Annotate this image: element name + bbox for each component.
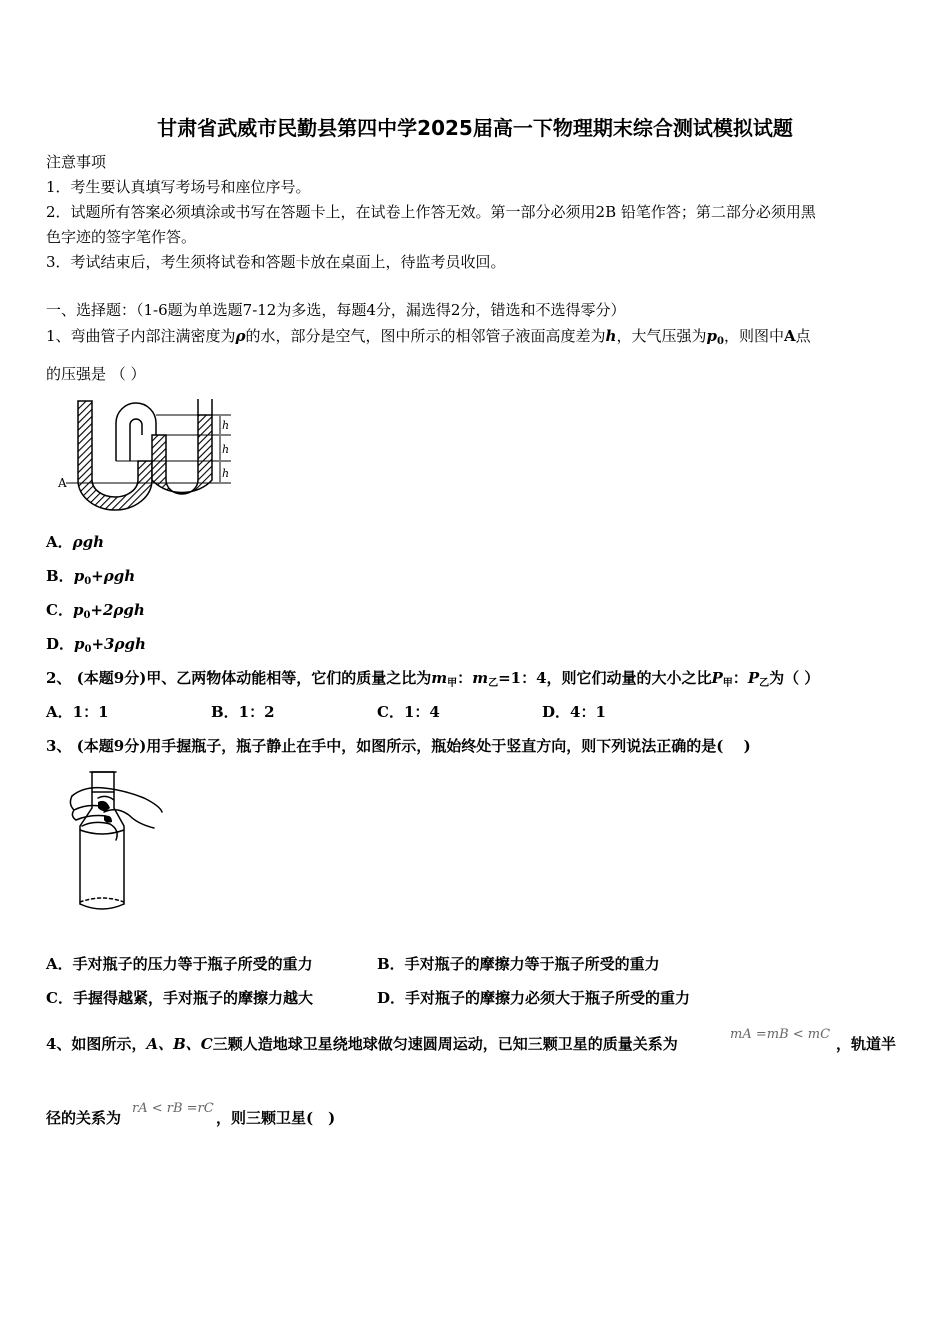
q4-stem-line1-end: ，轨道半 (836, 1035, 897, 1053)
q4-stem-line2: 径的关系为 (46, 1109, 122, 1127)
q2-option-d[interactable]: D．4：1 (542, 703, 606, 721)
q1-fig-h-label: h (222, 467, 230, 480)
q1-option-a[interactable]: A．ρgh (46, 533, 105, 551)
q3-option-c[interactable]: C．手握得越紧，手对瓶子的摩擦力越大 (46, 989, 313, 1007)
q1-tube-figure (56, 395, 236, 520)
notice-heading: 注意事项 (46, 153, 107, 171)
notice-item-1: 1．考生要认真填写考场号和座位序号。 (46, 178, 311, 196)
q1-fig-h-label: h (222, 419, 230, 432)
q1-option-d[interactable]: D．$p_0+3\rho gh$ (46, 635, 146, 655)
q3-bottle-figure (64, 768, 168, 920)
q1-option-c[interactable]: C．$p_0+2\rho gh$ (46, 601, 145, 621)
q4-mass-relation: mA =mB < mC (730, 1027, 831, 1042)
q2-option-a[interactable]: A．1：1 (46, 703, 109, 721)
q4-stem-line1: 4、如图所示，A、B、C三颗人造地球卫星绕地球做匀速圆周运动，已知三颗卫星的质量关系为 (46, 1035, 678, 1053)
q1-stem-line2: 的压强是 （ ） (46, 365, 146, 383)
q1-stem-line1: 1、弯曲管子内部注满密度为ρ的水，部分是空气，图中所示的相邻管子液面高度差为h，大气压强为$p_0$，则图中A点 (46, 327, 811, 347)
q4-radius-relation: rA < rB =rC (132, 1101, 214, 1116)
q3-stem: 3、 (本题9分)用手握瓶子，瓶子静止在手中，如图所示，瓶始终处于竖直方向，则下列说法正确的是( ) (46, 737, 751, 755)
q1-fig-h-label: h (222, 443, 230, 456)
q1-option-b[interactable]: B．$p_0+\rho gh$ (46, 567, 136, 587)
q3-option-d[interactable]: D．手对瓶子的摩擦力必须大于瓶子所受的重力 (377, 989, 691, 1007)
section-heading: 一、选择题：（1-6题为单选题7-12为多选，每题4分，漏选得2分，错选和不选得零分） (46, 301, 626, 319)
q4-stem-line2-end: ，则三颗卫星( ) (216, 1109, 336, 1127)
q1-fig-point-label: A (58, 476, 67, 490)
q3-option-b[interactable]: B．手对瓶子的摩擦力等于瓶子所受的重力 (377, 955, 660, 973)
notice-item-2-cont: 色字迹的签字笔作答。 (46, 228, 197, 246)
page-title: 甘肃省武威市民勤县第四中学2025届高一下物理期末综合测试模拟试题 (157, 116, 793, 140)
notice-item-2: 2．试题所有答案必须填涂或书写在答题卡上，在试卷上作答无效。第一部分必须用2B 铅笔作答；第二部分必须用黑 (46, 203, 816, 221)
q2-option-b[interactable]: B．1：2 (211, 703, 275, 721)
q2-stem: 2、 (本题9分)甲、乙两物体动能相等，它们的质量之比为$m_甲$：$m_乙=1$：4，则它们动量的大小之比$P_甲$：$P_乙$为（ ） (46, 669, 820, 689)
notice-item-3: 3．考试结束后，考生须将试卷和答题卡放在桌面上，待监考员收回。 (46, 253, 506, 271)
q3-option-a[interactable]: A．手对瓶子的压力等于瓶子所受的重力 (46, 955, 313, 973)
q2-option-c[interactable]: C．1：4 (377, 703, 440, 721)
